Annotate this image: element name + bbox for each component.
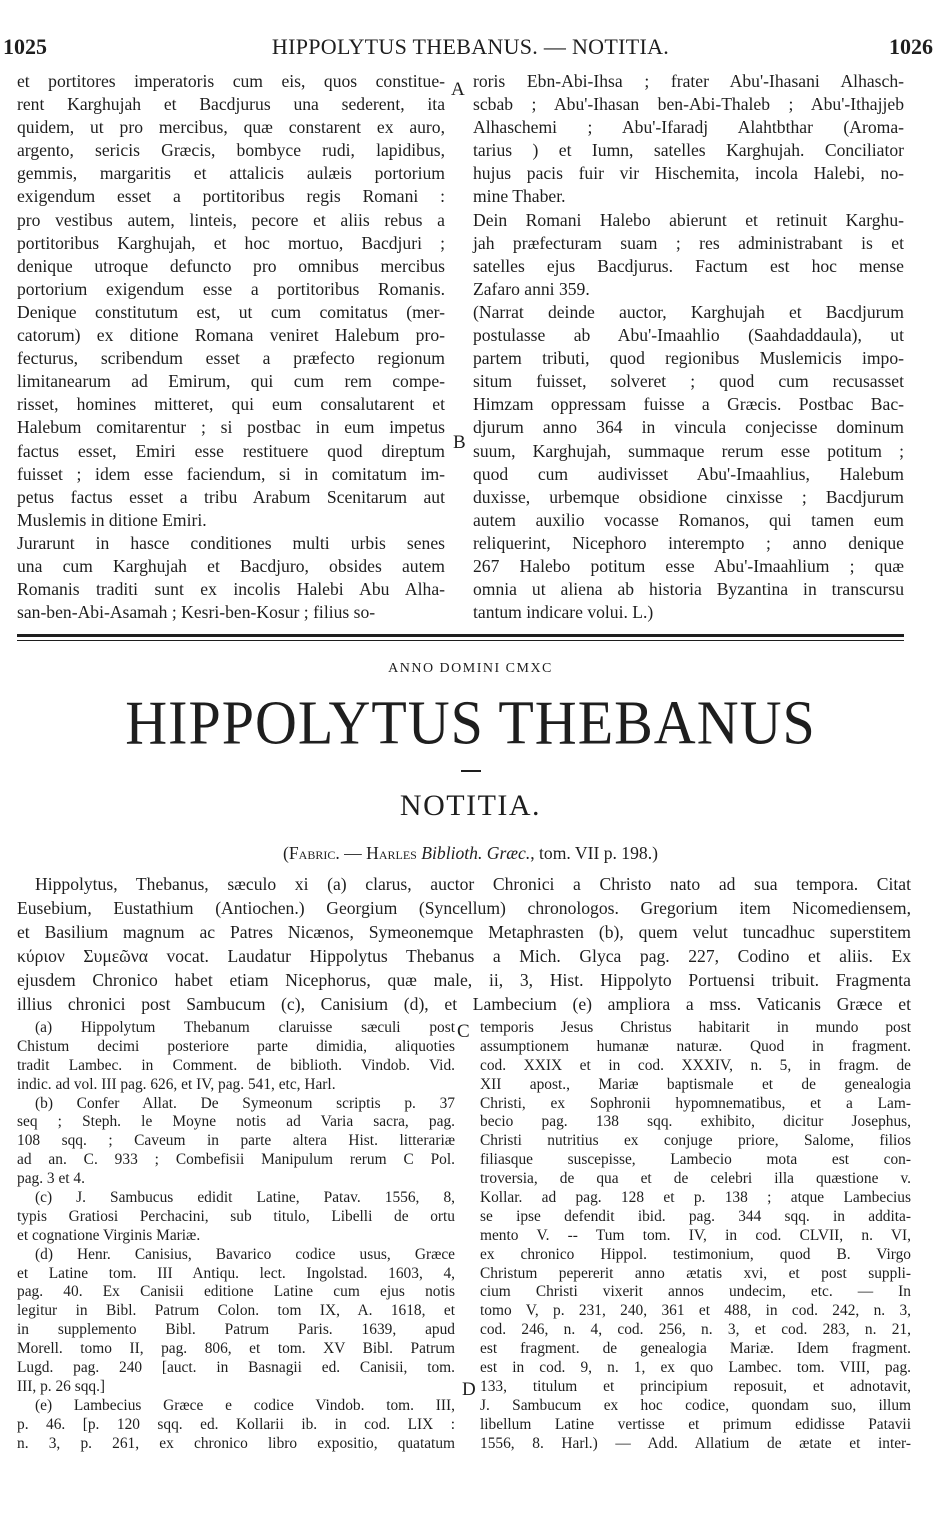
text-line: Eusebium, Eustathium (Antiochen.) Georgium (Syncellum) chronologos. Gregorium item Nicomediensem,	[17, 898, 911, 918]
margin-letter-b: B	[453, 432, 466, 453]
text-line: Christum pepererit anno ætatis xvi, et post suppli-	[480, 1264, 911, 1282]
running-header	[0, 33, 941, 61]
text-line: jah præfecturam suam ; res administrabant is et	[473, 232, 904, 253]
section-rule-thick	[17, 634, 904, 637]
text-line: suum, Karghujah, summaque rerum esse potitum ;	[473, 440, 904, 461]
text-line: reliquerint, Nicephoro interempto ; anno denique	[473, 532, 904, 553]
margin-letter-d: D	[462, 1379, 476, 1400]
text-line: XII apost., Mariæ baptismale et de genealogia	[480, 1075, 911, 1093]
text-line: Denique constitutum est, ut cum comitatus (mer-	[17, 301, 445, 322]
text-line: Lugd. pag. 240 [auct. in Basnagii ed. Canisii, tom.	[17, 1359, 455, 1377]
text-line: 1556, 8. Harl.) — Add. Allatium de ætate et inter-	[480, 1434, 911, 1452]
text-line: Zafaro anni 359.	[473, 278, 590, 299]
footnotes-left	[17, 1019, 455, 1453]
text-line: rent Karghujah et Bacdjurus una sederent, ita	[17, 94, 445, 115]
source-harles: Harles	[366, 843, 417, 863]
text-line: Morell. tomo II, pag. 806, et tom. XV Bibl. Patrum	[17, 1340, 455, 1358]
text-line: duxisse, urbemque obsidione cinxisse ; Bacdjurum	[473, 486, 904, 507]
source-fabric: Fabric.	[288, 843, 340, 863]
text-line: (Narrat deinde auctor, Karghujah et Bacdjurum	[473, 301, 904, 322]
text-line: est fragment. de genealogia Mariæ. Idem fragment.	[480, 1340, 911, 1358]
text-line: situm fuisset, solveret ; quod cum recusasset	[473, 371, 904, 392]
source-citation	[0, 841, 941, 865]
text-line: fecturus, scribendum esset a præfecto regionum	[17, 348, 445, 369]
text-line: limitanearum ad Emirum, qui cum rem compe-	[17, 371, 445, 392]
text-line: cium Christi vixerit annos undecim, etc. — In	[480, 1283, 911, 1301]
text-line: Romanis traditi sunt ex incolis Halebi Abu Alha-	[17, 579, 445, 600]
text-line: Kollar. ad pag. 128 et p. 138 ; atque Lambecius	[480, 1189, 911, 1207]
text-line: pag. 40. Ex Canisii editione Latine cum ejus notis	[17, 1283, 455, 1301]
text-line: argento, sericis Græcis, bombyce rudi, lapidibus,	[17, 140, 445, 161]
text-line: Jurarunt in hasce conditiones multi urbis senes	[17, 532, 445, 553]
text-line: ejusdem Chronico habet etiam Nicephorus, quæ male, ii, 3, Hist. Hippolyto Portuensi tribuit. Fragmenta	[17, 970, 911, 990]
text-line: troversia, de qua et de celebri illa quæstione v.	[480, 1170, 911, 1188]
text-line: san-ben-Abi-Asamah ; Kesri-ben-Kosur ; filius so-	[17, 602, 376, 623]
text-line: partem tributi, quod regionibus Muslemicis impo-	[473, 348, 904, 369]
anno-domini-line: ANNO DOMINI CMXC	[388, 661, 553, 676]
text-line: Alhaschemi ; Abu'-Ifaradj Alahtbthar (Aroma-	[473, 117, 904, 138]
text-line: exigendum esset a portitoribus regis Romani :	[17, 186, 445, 207]
text-line: Himzam oppressam fuisse a Græcis. Postbac Bac-	[473, 394, 904, 415]
source-rest: , tom. VII p. 198.)	[530, 843, 658, 863]
text-line: denique utroque defuncto pro omnibus mercibus	[17, 255, 445, 276]
section-subtitle: NOTITIA.	[399, 789, 542, 822]
text-line: (e) Lambecius Græce e codice Vindob. tom. III,	[35, 1396, 455, 1414]
text-line: illius chronici post Sambucum (c), Canisium (d), et Lambecium (e) ampliora a mss. Vaticanis Græce et	[17, 994, 911, 1014]
text-line: n. 3, p. 261, ex chronico libro expositio, quatatum	[17, 1434, 455, 1452]
text-line: et portitores imperatoris cum eis, quos constitue-	[17, 71, 445, 91]
footnotes-right	[480, 1019, 911, 1453]
text-line: indic. ad vol. III pag. 626, et IV, pag. 541, etc, Harl.	[17, 1075, 336, 1093]
text-line: 267 Halebo potitum esse Abu'-Imaahlium ; quæ	[473, 555, 904, 576]
text-line: assumptionem humanæ naturæ. Quod in fragment.	[480, 1037, 911, 1055]
text-line: catorum) ex ditione Romana veniret Halebum pro-	[17, 325, 445, 346]
text-line: se ipse defendit ibid. pag. 344 sqq. in additа-	[480, 1207, 911, 1225]
section-rule-thin	[17, 640, 904, 641]
text-line: Dein Romani Halebo abierunt et retinuit Karghu-	[473, 209, 904, 230]
text-line: scbab ; Abu'-Ihasan ben-Abi-Thaleb ; Abu'-Ithajjeb	[473, 94, 904, 115]
text-line: III, p. 26 sqq.]	[17, 1377, 106, 1395]
text-line: et Latine tom. III Antiqu. lect. Ingolstad. 1603, 4,	[17, 1264, 455, 1282]
page-number-left: 1025	[3, 34, 47, 59]
text-line: postulasse ab Abu'-Imaahlio (Saahdaddaula), ut	[473, 325, 904, 346]
text-line: ad an. C. 933 ; Combefisii Manipulum rerum C Pol.	[17, 1151, 455, 1169]
text-line: tantum indicare volui. L.)	[473, 602, 654, 623]
text-line: et cognatione Virginis Mariæ.	[17, 1226, 201, 1244]
text-line: quod cum audivisset Abu'-Imaahlius, Halebum	[473, 463, 904, 484]
text-line: est in cod. 9, n. 1, ex quo Lambec. tom. VIII, pag.	[480, 1359, 911, 1377]
text-line: κύριον Συμεῶνα vocat. Laudatur Hippolytus Thebanus a Mich. Glyca pag. 227, Codino et aliis. Ex	[17, 946, 911, 966]
text-line: (c) J. Sambucus edidit Latine, Patav. 1556, 8,	[35, 1189, 455, 1207]
text-line: Christi, ex Sophronii hypomnematibus, et a Lam-	[480, 1094, 911, 1112]
text-line: Christi nutritius ex conjuge priore, Salome, filios	[480, 1132, 911, 1150]
text-line: fuisset ; idem esse faciendum, si in comitatum im-	[17, 463, 445, 484]
text-line: portitoribus Karghujah, et hoc mortuo, Bacdjuri ;	[17, 232, 445, 253]
top-left-column	[17, 70, 445, 624]
text-line: tarius ) et Iumn, satelles Karghujah. Conciliator	[473, 140, 904, 161]
text-line: djurum anno 364 in vincula conjecisse dominum	[473, 417, 904, 438]
text-line: pro vestibus autem, linteis, pecore et aliis rebus a	[17, 209, 445, 230]
text-line: quidem, ut pro mercibus, quæ constarent ex auro,	[17, 117, 445, 138]
text-line: ex chronico Hippol. testimonium, quod B. Virgo	[480, 1245, 911, 1263]
text-line: becio pag. 138 sqq. exhibito, dicitur Josephus,	[480, 1113, 911, 1131]
text-line: J. Sambucum ex hoc codice, quondam suo, illum	[480, 1396, 911, 1414]
text-line: Chistum decimi posteriore parte dimidia, aliquoties	[17, 1037, 455, 1055]
text-line: mine Thaber.	[473, 186, 566, 207]
text-line: 133, titulum et principium reposuit, et adnotavit,	[480, 1377, 911, 1395]
text-line: satelles ejus Bacdjurus. Factum est hoc mense	[473, 255, 904, 276]
text-line: roris Ebn-Abi-Ihsa ; frater Abu'-Ihasani Alhasch-	[473, 71, 904, 91]
text-line: tomo V, p. 231, 240, 361 et 488, in cod. 242, n. 3,	[480, 1302, 911, 1320]
text-line: una cum Karghujah et Bacdjuro, obsides autem	[17, 555, 445, 576]
running-title: HIPPOLYTUS THEBANUS. — NOTITIA.	[271, 34, 670, 59]
text-line: temporis Jesus Christus habitarit in mundo post	[480, 1019, 911, 1036]
top-right-column	[473, 70, 904, 624]
text-line: risset, homines mitteret, qui eum consalutarent et	[17, 394, 445, 415]
text-line: seq ; Steph. le Moyne notis ad Varia sacra, pag.	[17, 1113, 455, 1131]
source-bibliotheca: Biblioth. Græc.	[421, 843, 531, 863]
text-line: filiasque suscepisse, Lambecio mota est con-	[480, 1151, 911, 1169]
source-open: (	[283, 843, 289, 863]
body-paragraph	[17, 872, 911, 1016]
text-line: (a) Hippolytum Thebanum claruisse sæculi post	[35, 1019, 455, 1036]
text-line: p. 46. [p. 120 sqq. ed. Kollarii ib. in cod. LIX :	[17, 1415, 455, 1433]
text-line: typis Gratiosi Perchacini, sub titulo, Libelli de ortu	[17, 1207, 455, 1225]
margin-letter-a: A	[451, 79, 465, 100]
margin-letter-c: C	[457, 1021, 470, 1042]
text-line: autem auxilio vocasse Romanos, qui tamen eum	[473, 509, 904, 530]
text-line: (b) Confer Allat. De Symeonum scriptis p. 37	[35, 1094, 455, 1112]
title-dash	[461, 770, 481, 772]
text-line: gemmis, margaritis et attalicis aulæis portorium	[17, 163, 445, 184]
text-line: hujus pacis fuir vir Hischemita, incola Halebi, no-	[473, 163, 904, 184]
text-line: cod. 246, n. 4, cod. 256, n. 3, et cod. 283, n. 21,	[480, 1321, 911, 1339]
text-line: Hippolytus, Thebanus, sæculo xi (a) clarus, auctor Chronici a Christo nato ad sua tempora. Citat	[35, 874, 911, 894]
text-line: cod. XXIX et in cod. XXXIV, n. 5, in fragm. de	[480, 1056, 911, 1074]
text-line: Muslemis in ditione Emiri.	[17, 509, 207, 530]
page-number-right: 1026	[889, 34, 933, 59]
text-line: legitur in Bibl. Patrum Colon. tom IX, A. 1618, et	[17, 1302, 455, 1320]
text-line: libellum Latine vertisse et primum edidisse Patavii	[480, 1415, 911, 1433]
text-line: mento V. -- Tum tom. IV, in cod. CLVII, n. VI,	[480, 1226, 911, 1244]
text-line: et Basilium magnum ac Patres Nicænos, Symeonemque Metaphrasten (b), quem velut tuncadhuc superstitem	[17, 922, 911, 942]
source-dash: —	[339, 843, 367, 863]
text-line: tradit Lambec. in Comment. de biblioth. Vindob. Vid.	[17, 1056, 455, 1074]
text-line: (d) Henr. Canisius, Bavarico codice usus, Græce	[35, 1245, 455, 1263]
text-line: portorium exigendum esse a portitoribus Romanis.	[17, 278, 445, 299]
text-line: omnia ut aliena ab historia Byzantina in transcursu	[473, 579, 904, 600]
text-line: factus esset, Emiri esse restituere quod direptum	[17, 440, 445, 461]
text-line: in supplemento Bibl. Patrum Paris. 1639, apud	[17, 1321, 455, 1339]
text-line: 108 sqq. ; Caveum in parte altera Hist. litterariæ	[17, 1132, 455, 1150]
main-title: HIPPOLYTUS THEBANUS	[125, 687, 816, 758]
text-line: petus factus esset a tribu Arabum Scenitarum aut	[17, 486, 445, 507]
text-line: Halebum comitarentur ; si postbac in eum impetus	[17, 417, 445, 438]
text-line: pag. 3 et 4.	[17, 1170, 85, 1188]
